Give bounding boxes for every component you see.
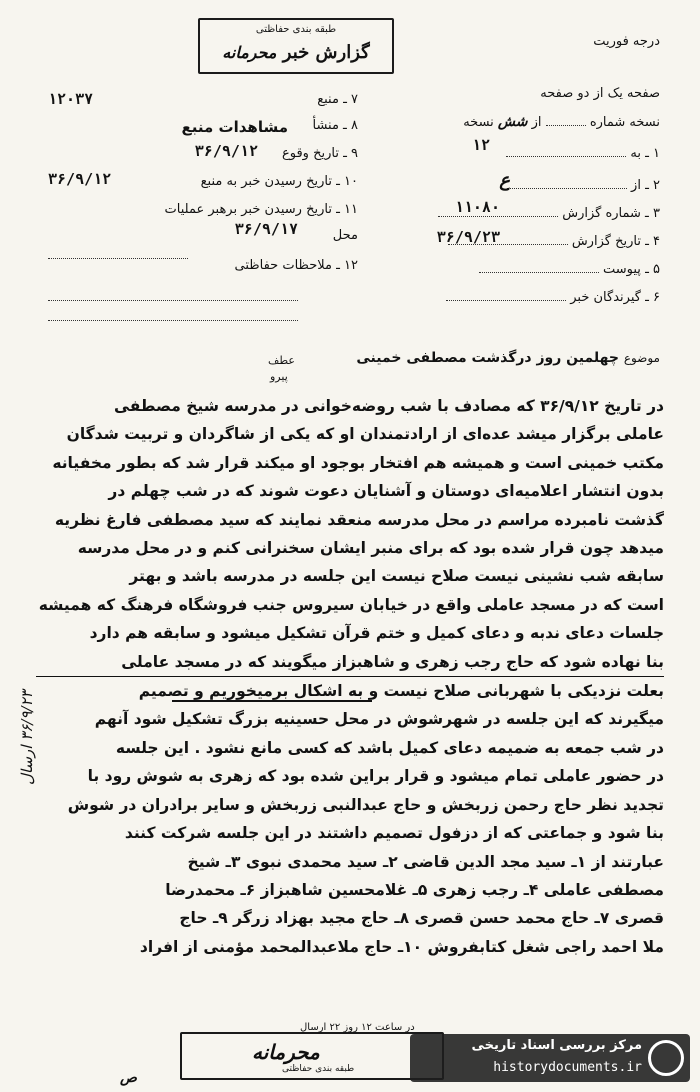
copy-number: نسخه شماره از شش نسخه <box>463 114 660 130</box>
body-line: تجدید نظر حاج رحمن زربخش و حاج عبدالنبی زربخش و سایر برادران در شوش <box>67 795 664 814</box>
footer-signature: ص <box>120 1070 137 1086</box>
body-line: جلسات دعای ندبه و دعای کمیل و ختم قرآن تشکیل میشود و سابقه هم دارد <box>89 624 664 643</box>
field-report-number: ۳ ـ شماره گزارش ۱۱۰۸۰ <box>438 206 660 221</box>
field-source: ۱۲۰۳۷ ۷ ـ منبع <box>48 90 358 108</box>
report-title-stamp <box>198 18 394 74</box>
dotted-line <box>48 300 298 301</box>
body-line: عاملی برگزار میشد عده‌ای از ارادتمندان او که یکی از شاگردان و تربیت شدگان <box>66 425 664 444</box>
footer-stamp-sub: طبقه بندی حفاظتی <box>282 1064 355 1074</box>
field-report-date: ۴ ـ تاریخ گزارش ۳۶/۹/۲۳ <box>436 228 660 249</box>
dotted-line <box>48 320 298 321</box>
body-line: مصطفی عاملی ۴ـ رجب زهری ۵ـ غلامحسین شاهبزاز ۶ـ محمدرضا <box>165 880 664 899</box>
field-recipients: ۶ ـ گیرندگان خبر <box>446 290 660 305</box>
subject-annot-bottom: پیرو <box>270 370 288 383</box>
underlined-phrase <box>172 686 372 702</box>
body-line: در شب جمعه به ضمیمه دعای کمیل باشد که کسی مانع نشود . این جلسه <box>115 738 664 757</box>
body-line: مکتب خمینی است و همیشه هم افتخار بوجود او میکند قرار شد که بطور مخفیانه <box>52 453 664 472</box>
body-line: در حضور عاملی تمام میشود و قرار براین شده بود که زهری به شوش رود با <box>87 767 664 786</box>
field-from: ۲ ـ از ع <box>499 170 660 193</box>
classification-top: طبقه بندی حفاظتی <box>255 24 337 35</box>
body-line: میگیرند که این جلسه در شهرشوش در محل حسینیه بزرگ تشکیل شود آنهم <box>94 710 664 729</box>
footer-stamp <box>180 1032 444 1080</box>
margin-note: ۳۶/۹/۲۳ ارسال <box>18 690 36 785</box>
document-page: درجه فوریت طبقه بندی حفاظتی گزارش خبر محرمانه صفحه یک از دو صفحه نسخه شماره از شش نسخه ۱ ـ به ۱۲ ۲ ـ از ع ۳ ـ شماره گزارش ۱۱۰۸۰ ۴ ـ تاریخ گزارش ۳۶/۹/۲۳ ۵ ـ پیوست ۶ ـ گیرندگان خبر ۱۲۰۳۷ ۷ ـ منبع ۸ ـ منشأ مشاهدات منبع ۹ ـ تاریخ وقوع ۳۶/۹/۱۲ ۱۰ ـ تاریخ رسیدن خبر به منبع ۳۶/۹/۱۲ ۱۱ ـ تاریخ رسیدن خبر برهبر عملیات محل ۳۶/۹/۱۷ ۱۲ ـ ملاحظات حفاظتی موضوع چهلمین روز درگذشت مصطفی خمینی عطف پیرو در تاریخ ۳۶/۹/۱۲ که مصادف با شب روضه‌خوانی در مدرسه شیخ مصطفی عاملی برگزار میشد عده‌ای از ارادتمندان او که یکی از شاگردان و تربیت شدگان مکتب خمینی است و همیشه هم افتخار بوجود او میکند قرار شد که بطور مخفیانه بدون انتشار اعلامیه‌ای دوستان و آشنایان دعوت شوند که در شب چهلم در گذشت نامبرده مراسم در محل مدرسه منعقد نمایند که سید مصطفی فارغ نظریه میدهد چون قرار شده بود که برای منبر ایشان سخنرانی کنم و در محل مدرسه سابقه شب نشینی نیست صلاح نیست این جلسه در مدرسه باشد و بهتر است که در مسجد عاملی واقع در خیابان سیروس جنب فروشگاه فرهنگ که همیشه جلسات دعای ندبه و دعای کمیل و ختم قرآن تشکیل میشود و سابقه هم دارد بنا نهاده شود که حاج رجب زهری و شاهبزاز میگویند که در مسجد عاملی بعلت نزدیکی با شهربانی صلاح نیست و به اشکال برمیخوریم و تصمیم میگیرند که این جلسه در شهرشوش در محل حسینیه بزرگ تشکیل شود آنهم در شب جمعه به ضمیمه دعای کمیل باشد که کسی مانع نشود . این جلسه در حضور عاملی تمام میشود و قرار براین شده بود که زهری به شوش رود با تجدید نظر حاج رحمن زربخش و حاج عبدالنبی زربخش و سایر برادران در شوش بنا شود و جماعتی که از دزفول تصمیم داشتند در این جلسه شرکت کنند عبارتند از ۱ـ سید مجد الدین قاضی ۲ـ سید محمدی نبوی ۳ـ شیخ مصطفی عاملی ۴ـ رجب زهری ۵ـ غلامحسین شاهبزاز ۶ـ محمدرضا قصری ۷ـ حاج محمد حسن قصری ۸ـ حاج مجید بهزاد زرگر ۹ـ حاج ملا احمد راجی شغل کتابفروش ۱۰ـ حاج ملاعبدالمحمد مؤمنی از افراد ۳۶/۹/۲۳ ارسال محرمانه طبقه بندی حفاظتی در ساعت ۱۲ روز ۲۲ ارسال ص مرکز بررسی اسناد تاریخی historydocuments.ir <box>0 0 700 1092</box>
body-line: سابقه شب نشینی نیست صلاح نیست این جلسه در مدرسه باشد و بهتر <box>129 567 664 586</box>
report-body <box>36 392 664 961</box>
page-of: صفحه یک از دو صفحه <box>540 86 660 101</box>
body-line: بدون انتشار اعلامیه‌ای دوستان و آشنایان دعوت شوند که در شب چهلم در <box>108 482 664 501</box>
body-line: بعلت نزدیکی با شهربانی صلاح نیست و به اشکال برمیخوریم و تصمیم <box>138 682 664 701</box>
body-line: عبارتند از ۱ـ سید مجد الدین قاضی ۲ـ سید محمدی نبوی ۳ـ شیخ <box>187 852 664 871</box>
footer-date-note: در ساعت ۱۲ روز ۲۲ ارسال <box>300 1022 415 1033</box>
report-title: گزارش خبر محرمانه <box>222 42 370 63</box>
subject-line: موضوع چهلمین روز درگذشت مصطفی خمینی <box>356 350 660 366</box>
footer-stamp-title: محرمانه <box>252 1040 320 1064</box>
field-to: ۱ ـ به ۱۲ <box>471 136 660 161</box>
body-line: است که در مسجد عاملی واقع در خیابان سیروس جنب فروشگاه فرهنگ که همیشه <box>38 595 664 614</box>
body-line: گذشت نامبرده مراسم در محل مدرسه منعقد نمایند که سید مصطفی فارغ نظریه <box>54 510 664 529</box>
body-line: در تاریخ ۳۶/۹/۱۲ که مصادف با شب روضه‌خوانی در مدرسه شیخ مصطفی <box>114 397 664 415</box>
subject-annot-top: عطف <box>268 354 295 367</box>
body-line: بنا شود و جماعتی که از دزفول تصمیم داشتند در این جلسه شرکت کنند <box>124 824 664 843</box>
watermark-badge <box>410 1034 690 1082</box>
watermark-title: مرکز بررسی اسناد تاریخی <box>471 1038 642 1053</box>
body-line: ملا احمد راجی شغل کتابفروش ۱۰ـ حاج ملاعبدالمحمد مؤمنی از افراد <box>139 937 664 956</box>
field-attachment: ۵ ـ پیوست <box>479 262 660 277</box>
body-line: میدهد چون قرار شده بود که برای منبر ایشان سخنرانی کنم و در محل مدرسه <box>77 539 664 558</box>
archive-logo-icon <box>648 1040 684 1076</box>
body-line: قصری ۷ـ حاج محمد حسن قصری ۸ـ حاج مجید بهزاد زرگر ۹ـ حاج <box>179 909 664 928</box>
body-line-underlined: بنا نهاده شود که حاج رجب زهری و شاهبزاز میگویند که در مسجد عاملی <box>36 648 664 677</box>
urgency-label: درجه فوریت <box>593 34 660 49</box>
watermark-url: historydocuments.ir <box>493 1060 642 1075</box>
